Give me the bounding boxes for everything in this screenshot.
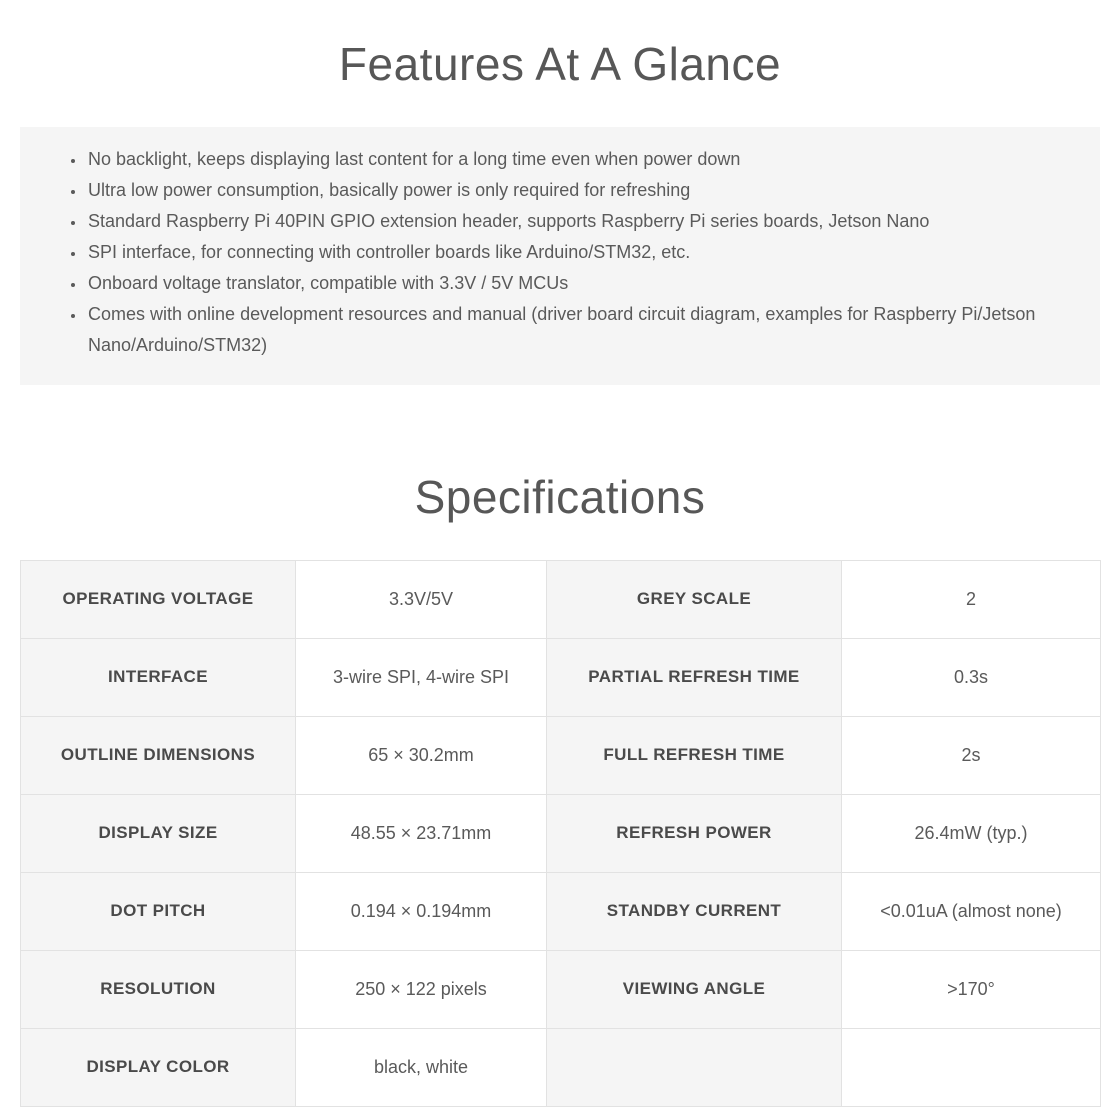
spec-row bbox=[21, 1028, 1101, 1106]
spec-label: PARTIAL REFRESH TIME bbox=[547, 638, 842, 716]
spec-row bbox=[21, 560, 1101, 638]
spec-value: 65 × 30.2mm bbox=[296, 716, 547, 794]
feature-item: • No backlight, keeps displaying last content for a long time even when power down bbox=[86, 144, 1070, 175]
spec-value: 2 bbox=[842, 560, 1101, 638]
spec-row bbox=[21, 950, 1101, 1028]
spec-label: OUTLINE DIMENSIONS bbox=[21, 716, 296, 794]
spec-label: FULL REFRESH TIME bbox=[547, 716, 842, 794]
spec-value: <0.01uA (almost none) bbox=[842, 872, 1101, 950]
features-section-title: Features At A Glance bbox=[338, 38, 782, 90]
spec-label: VIEWING ANGLE bbox=[547, 950, 842, 1028]
spec-row bbox=[21, 794, 1101, 872]
specifications-section-title: Specifications bbox=[414, 471, 706, 524]
feature-item: • Ultra low power consumption, basically power is only required for refreshing bbox=[86, 175, 1070, 206]
spec-value: >170° bbox=[842, 950, 1101, 1028]
spec-label: STANDBY CURRENT bbox=[547, 872, 842, 950]
spec-value: 0.3s bbox=[842, 638, 1101, 716]
spec-row bbox=[21, 638, 1101, 716]
spec-value: 26.4mW (typ.) bbox=[842, 794, 1101, 872]
spec-label: OPERATING VOLTAGE bbox=[21, 560, 296, 638]
spec-label: REFRESH POWER bbox=[547, 794, 842, 872]
spec-value: 0.194 × 0.194mm bbox=[296, 872, 547, 950]
feature-item: • Standard Raspberry Pi 40PIN GPIO extension header, supports Raspberry Pi series boards, Jetson Nano bbox=[86, 206, 1070, 237]
features-list bbox=[40, 144, 1070, 361]
spec-value: 48.55 × 23.71mm bbox=[296, 794, 547, 872]
spec-value: 3.3V/5V bbox=[296, 560, 547, 638]
spec-label: DISPLAY SIZE bbox=[21, 794, 296, 872]
feature-item: • Comes with online development resources and manual (driver board circuit diagram, examples for Raspberry Pi/Jetson Nano/Arduino/STM32) bbox=[86, 299, 1070, 361]
feature-item: • Onboard voltage translator, compatible with 3.3V / 5V MCUs bbox=[86, 268, 1070, 299]
feature-item: • SPI interface, for connecting with controller boards like Arduino/STM32, etc. bbox=[86, 237, 1070, 268]
spec-label: INTERFACE bbox=[21, 638, 296, 716]
spec-label: RESOLUTION bbox=[21, 950, 296, 1028]
spec-value: 3-wire SPI, 4-wire SPI bbox=[296, 638, 547, 716]
spec-value: black, white bbox=[296, 1028, 547, 1106]
spec-value: 2s bbox=[842, 716, 1101, 794]
spec-row bbox=[21, 716, 1101, 794]
spec-row bbox=[21, 872, 1101, 950]
features-panel bbox=[20, 127, 1100, 385]
spec-label bbox=[547, 1028, 842, 1106]
spec-label: DOT PITCH bbox=[21, 872, 296, 950]
spec-label: GREY SCALE bbox=[547, 560, 842, 638]
specifications-table bbox=[20, 560, 1101, 1107]
spec-value: 250 × 122 pixels bbox=[296, 950, 547, 1028]
spec-value bbox=[842, 1028, 1101, 1106]
spec-label: DISPLAY COLOR bbox=[21, 1028, 296, 1106]
